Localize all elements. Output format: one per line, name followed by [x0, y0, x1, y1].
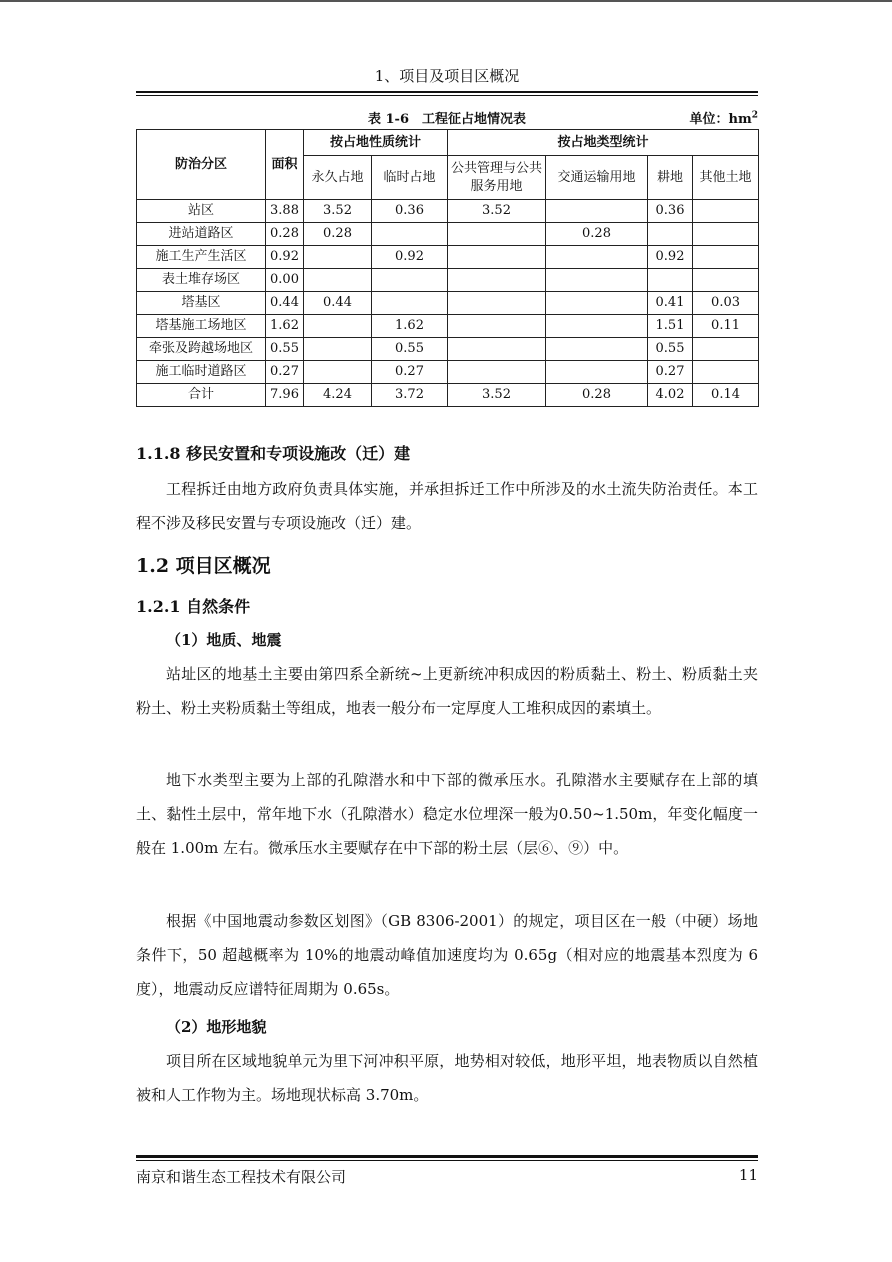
- value-cell: 0.27: [648, 361, 693, 384]
- value-cell: 0.27: [266, 361, 304, 384]
- table-unit: [690, 108, 758, 127]
- value-cell: 1.62: [372, 315, 448, 338]
- value-cell: [693, 338, 759, 361]
- zone-name-cell: 塔基施工场地区: [137, 315, 266, 338]
- value-cell: 0.28: [546, 384, 648, 407]
- value-cell: [693, 200, 759, 223]
- geology-paragraph-1: 站址区的地基土主要由第四系全新统~上更新统冲积成因的粉质黏土、粉土、粉质黏土夹粉土、粉土夹粉质黏土等组成，地表一般分布一定厚度人工堆积成因的素填土。: [136, 665, 758, 717]
- value-cell: 3.52: [448, 384, 546, 407]
- value-cell: 1.51: [648, 315, 693, 338]
- header-temporary: 临时占地: [372, 156, 448, 200]
- value-cell: 3.52: [304, 200, 372, 223]
- value-cell: [546, 292, 648, 315]
- table-title: 表 1-6 工程征占地情况表: [367, 112, 526, 127]
- table-row: [137, 361, 759, 384]
- value-cell: [372, 223, 448, 246]
- value-cell: [693, 223, 759, 246]
- table-row: [137, 200, 759, 223]
- header-rule: [136, 91, 758, 93]
- table-row: [137, 223, 759, 246]
- value-cell: [693, 246, 759, 269]
- value-cell: 0.28: [304, 223, 372, 246]
- value-cell: [546, 200, 648, 223]
- header-public: 公共管理与公共服务用地: [448, 156, 546, 200]
- value-cell: [648, 269, 693, 292]
- value-cell: 0.36: [648, 200, 693, 223]
- header-group-nature: 按占地性质统计: [304, 130, 448, 156]
- value-cell: [304, 361, 372, 384]
- geology-paragraph-2: 地下水类型主要为上部的孔隙潜水和中下部的微承压水。孔隙潜水主要赋存在上部的填土、黏性土层中，常年地下水（孔隙潜水）稳定水位埋深一般为0.50~1.50m，年变化幅度一般在 1.00m 左右。微承压水主要赋存在中下部的粉土层（层⑥、⑨）中。: [136, 771, 758, 857]
- value-cell: [372, 269, 448, 292]
- table-body: [137, 200, 759, 407]
- value-cell: 4.24: [304, 384, 372, 407]
- value-cell: 0.11: [693, 315, 759, 338]
- table-row: [137, 269, 759, 292]
- value-cell: [448, 246, 546, 269]
- geology-paragraph-3: 根据《中国地震动参数区划图》（GB 8306-2001）的规定，项目区在一般（中硬）场地条件下，50 超越概率为 10%的地震动峰值加速度均为 0.65g（相对应的地震基本烈度为 6 度），地震动反应谱特征周期为 0.65s。: [136, 912, 758, 998]
- zone-name-cell: 进站道路区: [137, 223, 266, 246]
- topography-subtitle: （2）地形地貌: [166, 1018, 267, 1036]
- land-use-table: [136, 129, 759, 407]
- header-farmland: 耕地: [648, 156, 693, 200]
- footer-rule: [136, 1155, 758, 1158]
- value-cell: [304, 269, 372, 292]
- value-cell: [546, 361, 648, 384]
- value-cell: 0.55: [648, 338, 693, 361]
- value-cell: [546, 269, 648, 292]
- value-cell: [648, 223, 693, 246]
- table-row: [137, 246, 759, 269]
- zone-name-cell: 站区: [137, 200, 266, 223]
- unit-superscript: 2: [751, 110, 758, 121]
- value-cell: [546, 315, 648, 338]
- value-cell: 0.00: [266, 269, 304, 292]
- header-permanent: 永久占地: [304, 156, 372, 200]
- zone-name-cell: 牵张及跨越场地区: [137, 338, 266, 361]
- value-cell: [304, 315, 372, 338]
- value-cell: [448, 338, 546, 361]
- value-cell: 3.72: [372, 384, 448, 407]
- value-cell: 0.44: [304, 292, 372, 315]
- header-zone: 防治分区: [137, 130, 266, 200]
- zone-name-cell: 表土堆存场区: [137, 269, 266, 292]
- value-cell: 0.44: [266, 292, 304, 315]
- section-1-1-8-paragraph: 工程拆迁由地方政府负责具体实施，并承担拆迁工作中所涉及的水土流失防治责任。本工程不涉及移民安置与专项设施改（迁）建。: [136, 480, 758, 532]
- zone-name-cell: 施工临时道路区: [137, 361, 266, 384]
- value-cell: [372, 292, 448, 315]
- top-border: [0, 0, 892, 2]
- page-number: 11: [738, 1166, 758, 1184]
- value-cell: [448, 292, 546, 315]
- table-row: [137, 292, 759, 315]
- header-rule-thin: [136, 95, 758, 96]
- value-cell: 0.03: [693, 292, 759, 315]
- topography-paragraph: 项目所在区域地貌单元为里下河冲积平原，地势相对较低，地形平坦，地表物质以自然植被和人工作物为主。场地现状标高 3.70m。: [136, 1052, 758, 1104]
- table-caption: [136, 108, 758, 128]
- value-cell: 3.52: [448, 200, 546, 223]
- value-cell: 0.92: [372, 246, 448, 269]
- value-cell: [546, 338, 648, 361]
- value-cell: 0.55: [372, 338, 448, 361]
- value-cell: 0.92: [266, 246, 304, 269]
- table-row: [137, 338, 759, 361]
- value-cell: [693, 361, 759, 384]
- header-other: 其他土地: [693, 156, 759, 200]
- value-cell: 4.02: [648, 384, 693, 407]
- section-1-2-1-title: 1.2.1 自然条件: [136, 597, 251, 616]
- table-row: [137, 315, 759, 338]
- zone-name-cell: 施工生产生活区: [137, 246, 266, 269]
- zone-name-cell: 合计: [137, 384, 266, 407]
- value-cell: 0.27: [372, 361, 448, 384]
- value-cell: [448, 223, 546, 246]
- value-cell: 3.88: [266, 200, 304, 223]
- running-header: 1、项目及项目区概况: [374, 67, 520, 85]
- value-cell: 0.28: [546, 223, 648, 246]
- table-row: [137, 384, 759, 407]
- value-cell: [304, 246, 372, 269]
- value-cell: [448, 269, 546, 292]
- value-cell: 0.92: [648, 246, 693, 269]
- value-cell: [304, 338, 372, 361]
- value-cell: [546, 246, 648, 269]
- zone-name-cell: 塔基区: [137, 292, 266, 315]
- geology-subtitle: （1）地质、地震: [166, 631, 282, 649]
- footer-rule-thin: [136, 1160, 758, 1161]
- value-cell: [448, 361, 546, 384]
- header-group-type: 按占地类型统计: [448, 130, 759, 156]
- value-cell: 0.28: [266, 223, 304, 246]
- value-cell: 0.41: [648, 292, 693, 315]
- value-cell: 1.62: [266, 315, 304, 338]
- value-cell: 0.55: [266, 338, 304, 361]
- value-cell: 0.36: [372, 200, 448, 223]
- value-cell: [448, 315, 546, 338]
- header-transport: 交通运输用地: [546, 156, 648, 200]
- section-1-2-title: 1.2 项目区概况: [136, 555, 271, 577]
- footer-company: 南京和谐生态工程技术有限公司: [136, 1168, 347, 1186]
- value-cell: 7.96: [266, 384, 304, 407]
- header-area: 面积: [266, 130, 304, 200]
- value-cell: 0.14: [693, 384, 759, 407]
- value-cell: [693, 269, 759, 292]
- section-1-1-8-title: 1.1.8 移民安置和专项设施改（迁）建: [136, 444, 411, 463]
- unit-label: 单位：hm: [689, 112, 752, 127]
